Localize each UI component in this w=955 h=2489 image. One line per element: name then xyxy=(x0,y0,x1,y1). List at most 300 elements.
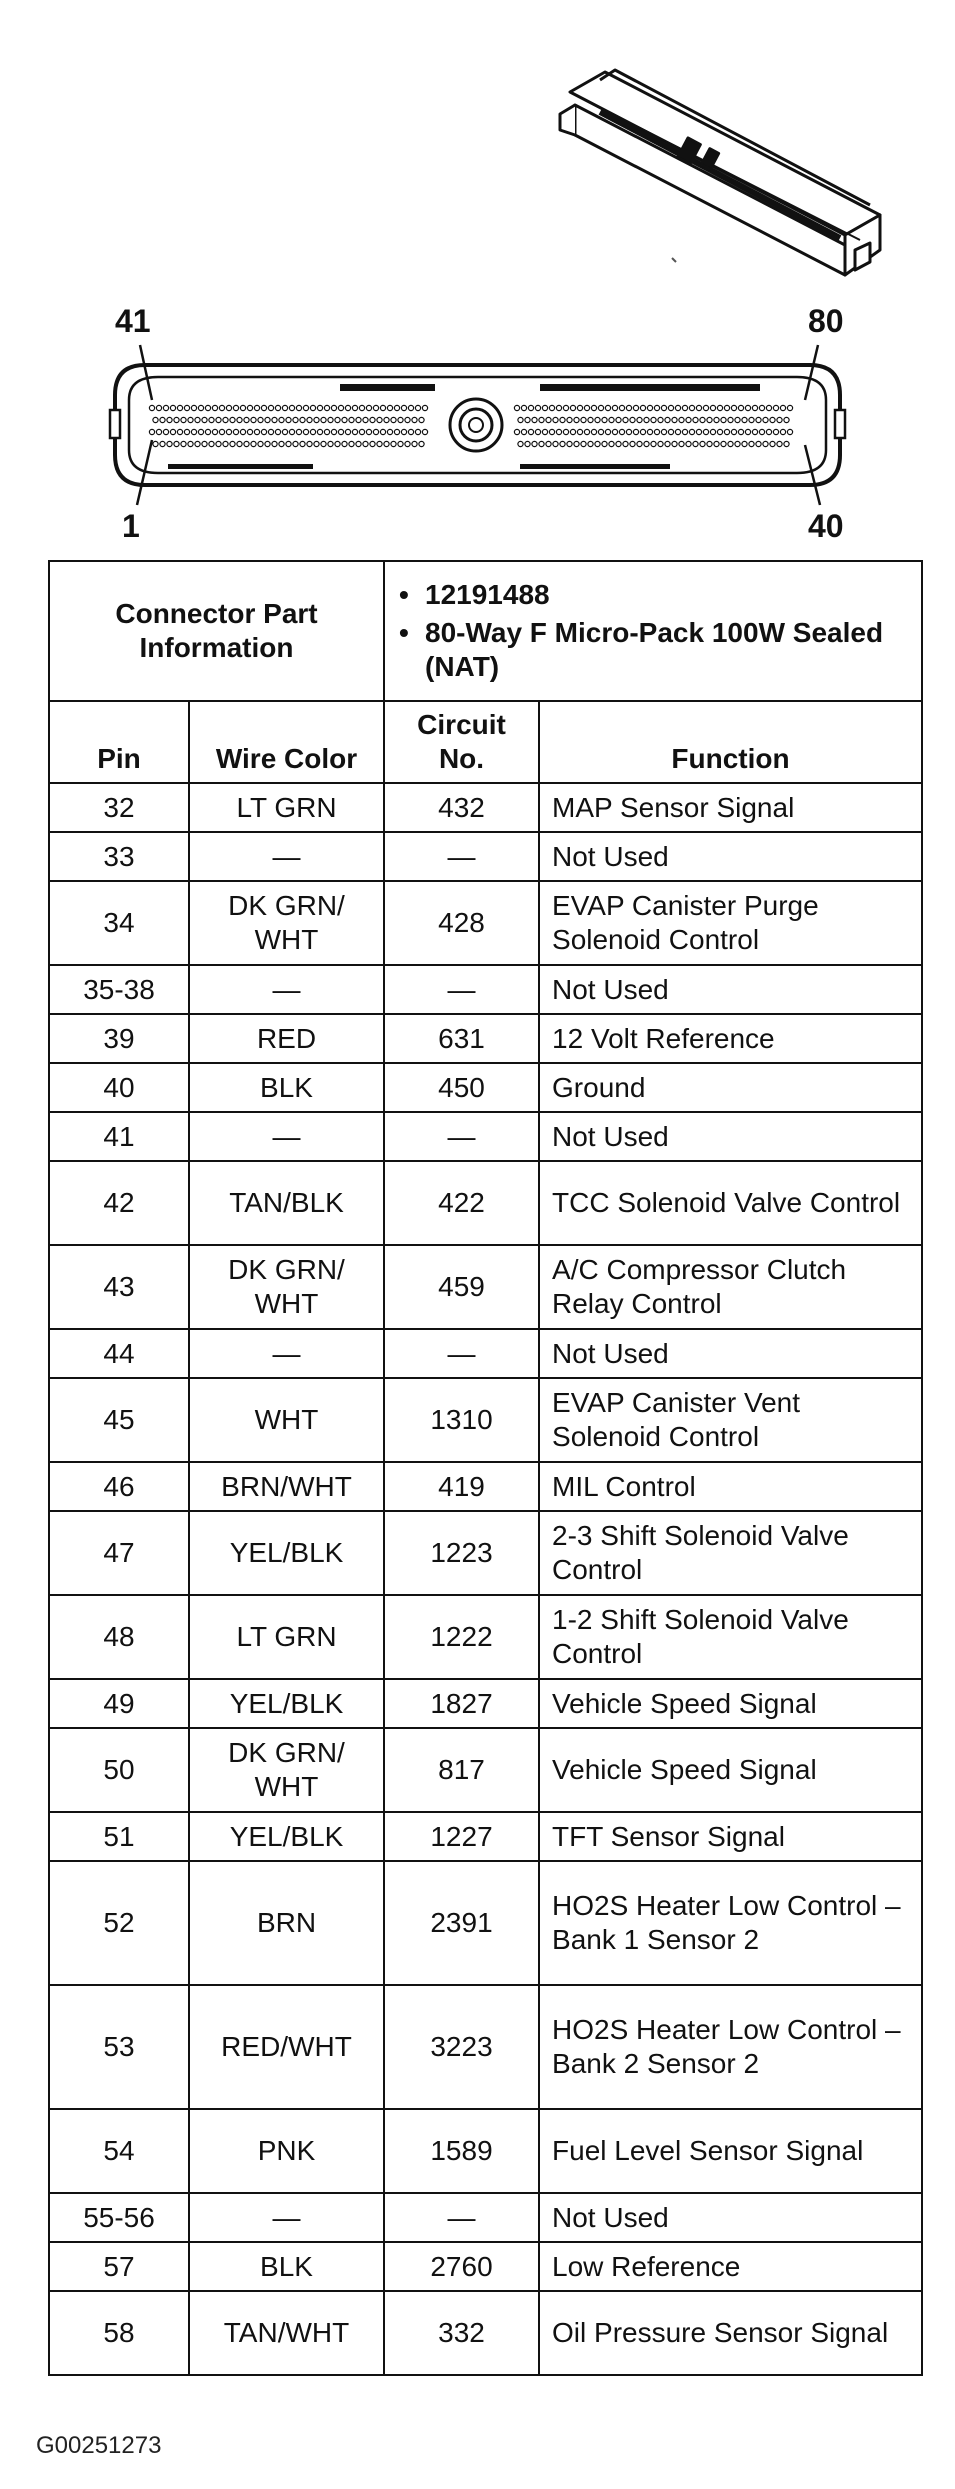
pin-cavity xyxy=(672,441,677,446)
pin-cavity xyxy=(205,405,210,410)
pin-cavity xyxy=(398,441,403,446)
pin-cavity xyxy=(749,441,754,446)
pin-cavity xyxy=(244,441,249,446)
pin-cavity xyxy=(167,417,172,422)
pin-cavity xyxy=(721,441,726,446)
circuit-cell: 631 xyxy=(384,1014,539,1063)
wire-color-cell: — xyxy=(189,1329,384,1378)
pin-cavity xyxy=(735,441,740,446)
pin-cavity xyxy=(563,429,568,434)
pin-cavity xyxy=(195,441,200,446)
pin-cavity xyxy=(784,441,789,446)
pin-cavity xyxy=(338,429,343,434)
pin-cavity xyxy=(356,417,361,422)
pin-cavity xyxy=(752,405,757,410)
function-cell: EVAP Canister Vent Solenoid Control xyxy=(539,1378,922,1462)
pin-cavity xyxy=(749,417,754,422)
pin-cavity xyxy=(394,429,399,434)
function-cell: A/C Compressor Clutch Relay Control xyxy=(539,1245,922,1329)
pin-cavity xyxy=(198,429,203,434)
pin-cavity xyxy=(595,417,600,422)
pin-cavity xyxy=(219,429,224,434)
pin-cavity xyxy=(296,405,301,410)
pin-cavity xyxy=(412,441,417,446)
pin-cavity xyxy=(317,429,322,434)
circuit-cell: — xyxy=(384,2193,539,2242)
pin-cavity xyxy=(560,441,565,446)
pin-cavity xyxy=(696,429,701,434)
pin-cavity xyxy=(275,405,280,410)
pin-cavity xyxy=(560,417,565,422)
table-row xyxy=(49,1161,922,1245)
circuit-cell: 1227 xyxy=(384,1812,539,1861)
pin-cavity xyxy=(647,405,652,410)
pin-cavity xyxy=(408,405,413,410)
part-info-list xyxy=(384,561,922,701)
table-row xyxy=(49,2109,922,2193)
pin-label-1: 1 xyxy=(122,508,140,544)
pin-cavity xyxy=(202,417,207,422)
pin-cell: 52 xyxy=(49,1861,189,1985)
pin-cavity xyxy=(282,429,287,434)
pin-cavity xyxy=(293,441,298,446)
pin-cavity xyxy=(759,429,764,434)
pin-cavity xyxy=(644,417,649,422)
table-row xyxy=(49,1679,922,1728)
pin-cavity xyxy=(738,429,743,434)
table-row xyxy=(49,1728,922,1812)
table-row xyxy=(49,1511,922,1595)
pin-cavity xyxy=(602,417,607,422)
pin-cavity xyxy=(331,429,336,434)
pin-cavity xyxy=(387,405,392,410)
pin-cavity xyxy=(181,441,186,446)
table-row xyxy=(49,881,922,965)
pin-cavity xyxy=(359,405,364,410)
pin-cavity xyxy=(321,417,326,422)
pin-cavity xyxy=(742,417,747,422)
table-row xyxy=(49,1595,922,1679)
pin-cavity xyxy=(370,417,375,422)
pin-cavity xyxy=(272,441,277,446)
pin-cavity xyxy=(352,405,357,410)
function-cell: HO2S Heater Low Control – Bank 2 Sensor 2 xyxy=(539,1985,922,2109)
pin-cavity xyxy=(342,417,347,422)
pin-cavity xyxy=(149,405,154,410)
pin-cavity xyxy=(366,429,371,434)
pin-cavity xyxy=(373,429,378,434)
pin-cavity xyxy=(240,405,245,410)
pin-cavity xyxy=(317,405,322,410)
pin-cavity xyxy=(356,441,361,446)
pin-cavity xyxy=(419,417,424,422)
pin-cavity xyxy=(237,441,242,446)
pin-cavity xyxy=(588,441,593,446)
pin-cavity xyxy=(714,417,719,422)
pin-cavity xyxy=(612,405,617,410)
circuit-cell: — xyxy=(384,1112,539,1161)
pin-cavity xyxy=(237,417,242,422)
pin-cavity xyxy=(777,441,782,446)
wire-color-cell: RED/WHT xyxy=(189,1985,384,2109)
pin-cavity xyxy=(651,441,656,446)
pin-cavity xyxy=(721,417,726,422)
pin-cavity xyxy=(160,441,165,446)
pin-cavity xyxy=(163,405,168,410)
pin-cavity xyxy=(707,441,712,446)
circuit-cell: 422 xyxy=(384,1161,539,1245)
pin-cavity xyxy=(539,441,544,446)
pin-cavity xyxy=(268,405,273,410)
function-cell: TCC Solenoid Valve Control xyxy=(539,1161,922,1245)
pin-cavity xyxy=(710,429,715,434)
table-row xyxy=(49,1112,922,1161)
circuit-cell: 3223 xyxy=(384,1985,539,2109)
pin-cavity xyxy=(181,417,186,422)
pin-cavity xyxy=(658,417,663,422)
circuit-cell: 419 xyxy=(384,1462,539,1511)
pin-cavity xyxy=(675,405,680,410)
circuit-cell: 1827 xyxy=(384,1679,539,1728)
pin-cavity xyxy=(226,405,231,410)
pin-cavity xyxy=(528,429,533,434)
pin-cavity xyxy=(188,417,193,422)
table-row xyxy=(49,1014,922,1063)
pin-cavity xyxy=(661,405,666,410)
pin-cavity xyxy=(581,441,586,446)
pin-cavity xyxy=(616,441,621,446)
pin-cavity xyxy=(226,429,231,434)
wire-color-cell: TAN/WHT xyxy=(189,2291,384,2375)
pin-cavity xyxy=(188,441,193,446)
function-cell: EVAP Canister Purge Solenoid Control xyxy=(539,881,922,965)
pin-cavity xyxy=(335,417,340,422)
pin-cavity xyxy=(528,405,533,410)
table-row xyxy=(49,2193,922,2242)
circuit-cell: 2760 xyxy=(384,2242,539,2291)
pin-cavity xyxy=(328,417,333,422)
col-header-pin: Pin xyxy=(49,701,189,783)
wire-color-cell: — xyxy=(189,2193,384,2242)
pin-cavity xyxy=(584,429,589,434)
pin-cavity xyxy=(609,417,614,422)
pin-cavity xyxy=(773,429,778,434)
pin-cavity xyxy=(581,417,586,422)
pin-cavity xyxy=(401,429,406,434)
pin-cavity xyxy=(623,441,628,446)
pin-cavity xyxy=(265,417,270,422)
pin-cavity xyxy=(205,429,210,434)
pin-cavity xyxy=(591,429,596,434)
pin-cavity xyxy=(577,429,582,434)
function-cell: 2-3 Shift Solenoid Valve Control xyxy=(539,1511,922,1595)
pin-cell: 40 xyxy=(49,1063,189,1112)
pin-cell: 51 xyxy=(49,1812,189,1861)
part-info-item: • 80-Way F Micro-Pack 100W Sealed (NAT) xyxy=(399,617,884,682)
pin-cavity xyxy=(623,417,628,422)
pin-cavity xyxy=(549,429,554,434)
table-row xyxy=(49,1462,922,1511)
wire-color-cell: TAN/BLK xyxy=(189,1161,384,1245)
pin-cavity xyxy=(640,429,645,434)
pin-cavity xyxy=(766,405,771,410)
pin-cavity xyxy=(556,429,561,434)
pin-cell: 44 xyxy=(49,1329,189,1378)
pin-cavity xyxy=(387,429,392,434)
pin-cavity xyxy=(574,441,579,446)
pin-cavity xyxy=(770,441,775,446)
wire-color-cell: YEL/BLK xyxy=(189,1812,384,1861)
pin-cavity xyxy=(174,417,179,422)
pin-cavity xyxy=(784,417,789,422)
pin-cell: 54 xyxy=(49,2109,189,2193)
pin-cavity xyxy=(651,417,656,422)
pin-cavity xyxy=(230,441,235,446)
pin-cavity xyxy=(570,429,575,434)
function-cell: Ground xyxy=(539,1063,922,1112)
pin-cell: 58 xyxy=(49,2291,189,2375)
pin-cavity xyxy=(160,417,165,422)
pin-cavity xyxy=(163,429,168,434)
pin-cavity xyxy=(553,441,558,446)
part-info-item: • 12191488 xyxy=(399,579,550,610)
pin-cell: 47 xyxy=(49,1511,189,1595)
pin-cavity xyxy=(303,405,308,410)
pin-cavity xyxy=(310,405,315,410)
source-id: G00251273 xyxy=(36,2432,162,2459)
pin-cavity xyxy=(314,417,319,422)
pin-cavity xyxy=(745,405,750,410)
function-cell: Oil Pressure Sensor Signal xyxy=(539,2291,922,2375)
pin-cavity xyxy=(532,417,537,422)
function-cell: HO2S Heater Low Control – Bank 1 Sensor 2 xyxy=(539,1861,922,1985)
pin-cavity xyxy=(268,429,273,434)
pin-cavity xyxy=(759,405,764,410)
table-row xyxy=(49,1245,922,1329)
pin-cavity xyxy=(275,429,280,434)
pin-cavity xyxy=(177,405,182,410)
pin-cavity xyxy=(686,441,691,446)
pin-cavity xyxy=(689,405,694,410)
circuit-cell: — xyxy=(384,965,539,1014)
pin-cavity xyxy=(198,405,203,410)
function-cell: Low Reference xyxy=(539,2242,922,2291)
pin-cavity xyxy=(630,417,635,422)
pin-cavity xyxy=(247,405,252,410)
col-header-function: Function xyxy=(539,701,922,783)
pin-cavity xyxy=(535,429,540,434)
pin-label-40: 40 xyxy=(808,508,844,544)
pin-cavity xyxy=(398,417,403,422)
pin-cavity xyxy=(731,429,736,434)
pin-cavity xyxy=(574,417,579,422)
pin-cavity xyxy=(542,429,547,434)
pin-cavity xyxy=(153,417,158,422)
function-cell: Not Used xyxy=(539,1112,922,1161)
pin-cavity xyxy=(717,429,722,434)
pin-cavity xyxy=(658,441,663,446)
pin-cavity xyxy=(626,429,631,434)
pin-cavity xyxy=(724,429,729,434)
circuit-cell: 1589 xyxy=(384,2109,539,2193)
pin-cavity xyxy=(787,429,792,434)
pin-cell: 48 xyxy=(49,1595,189,1679)
pin-cavity xyxy=(174,441,179,446)
pin-cavity xyxy=(602,441,607,446)
pin-cavity xyxy=(605,429,610,434)
function-cell: Not Used xyxy=(539,2193,922,2242)
circuit-cell: 432 xyxy=(384,783,539,832)
pin-label-41: 41 xyxy=(115,303,151,339)
pin-cavity xyxy=(223,441,228,446)
pin-cavity xyxy=(521,405,526,410)
pin-cavity xyxy=(675,429,680,434)
wire-color-cell: YEL/BLK xyxy=(189,1511,384,1595)
function-cell: 1-2 Shift Solenoid Valve Control xyxy=(539,1595,922,1679)
table-row xyxy=(49,2242,922,2291)
table-row xyxy=(49,965,922,1014)
pin-cavity xyxy=(412,417,417,422)
pin-cavity xyxy=(377,441,382,446)
pin-cavity xyxy=(612,429,617,434)
pin-cavity xyxy=(370,441,375,446)
pin-cavity xyxy=(233,429,238,434)
pin-cavity xyxy=(766,429,771,434)
pin-cavity xyxy=(303,429,308,434)
pin-cavity xyxy=(422,429,427,434)
pin-cavity xyxy=(703,429,708,434)
pin-cavity xyxy=(780,429,785,434)
function-cell: MAP Sensor Signal xyxy=(539,783,922,832)
pin-cavity xyxy=(521,429,526,434)
wire-color-cell: — xyxy=(189,1112,384,1161)
pin-cavity xyxy=(756,441,761,446)
pin-cavity xyxy=(191,429,196,434)
pin-cavity xyxy=(321,441,326,446)
function-cell: TFT Sensor Signal xyxy=(539,1812,922,1861)
pin-cavity xyxy=(335,441,340,446)
pin-cavity xyxy=(247,429,252,434)
pin-cavity xyxy=(668,405,673,410)
pin-cavity xyxy=(244,417,249,422)
pin-cavity xyxy=(598,405,603,410)
pin-cavity xyxy=(518,417,523,422)
function-cell: Fuel Level Sensor Signal xyxy=(539,2109,922,2193)
pin-cavity xyxy=(707,417,712,422)
pin-cavity xyxy=(289,429,294,434)
table-row xyxy=(49,1812,922,1861)
pin-cavity xyxy=(328,441,333,446)
pin-cell: 55-56 xyxy=(49,2193,189,2242)
pin-cavity xyxy=(532,441,537,446)
pin-cavity xyxy=(609,441,614,446)
pin-cavity xyxy=(549,405,554,410)
pin-cavity xyxy=(605,405,610,410)
pin-cavity xyxy=(349,417,354,422)
pin-cavity xyxy=(324,405,329,410)
pin-cavity xyxy=(780,405,785,410)
pin-cavity xyxy=(567,441,572,446)
pin-cavity xyxy=(731,405,736,410)
pin-cavity xyxy=(415,405,420,410)
circuit-cell: 817 xyxy=(384,1728,539,1812)
pin-cavity xyxy=(293,417,298,422)
part-info-heading: Connector Part Information xyxy=(49,561,384,701)
wire-color-cell: BLK xyxy=(189,1063,384,1112)
pin-cavity xyxy=(763,441,768,446)
pin-cavity xyxy=(156,405,161,410)
wire-color-cell: DK GRN/ WHT xyxy=(189,881,384,965)
pin-cavity xyxy=(363,417,368,422)
connector-illustration xyxy=(0,0,955,560)
pin-cavity xyxy=(352,429,357,434)
pin-cavity xyxy=(167,441,172,446)
pin-cavity xyxy=(728,441,733,446)
pin-cavity xyxy=(763,417,768,422)
connector-3d-view xyxy=(560,70,880,275)
col-header-circuit: Circuit No. xyxy=(384,701,539,783)
pin-cavity xyxy=(728,417,733,422)
col-header-wire-color: Wire Color xyxy=(189,701,384,783)
circuit-cell: 428 xyxy=(384,881,539,965)
pin-cavity xyxy=(307,441,312,446)
wire-color-cell: YEL/BLK xyxy=(189,1679,384,1728)
pin-cavity xyxy=(338,405,343,410)
pin-cavity xyxy=(535,405,540,410)
pin-cavity xyxy=(738,405,743,410)
pin-cavity xyxy=(577,405,582,410)
pin-cavity xyxy=(265,441,270,446)
pin-cavity xyxy=(668,429,673,434)
pin-cavity xyxy=(665,417,670,422)
pin-cavity xyxy=(556,405,561,410)
table-row xyxy=(49,2291,922,2375)
pin-cavity xyxy=(366,405,371,410)
pin-cavity xyxy=(216,417,221,422)
pin-cavity xyxy=(149,429,154,434)
pin-cavity xyxy=(394,405,399,410)
function-cell: Not Used xyxy=(539,832,922,881)
pin-cell: 42 xyxy=(49,1161,189,1245)
wire-color-cell: LT GRN xyxy=(189,1595,384,1679)
pin-cavity xyxy=(401,405,406,410)
pin-cavity xyxy=(717,405,722,410)
pin-cavity xyxy=(679,417,684,422)
pin-cavity xyxy=(156,429,161,434)
pin-cavity xyxy=(752,429,757,434)
pin-cavity xyxy=(546,417,551,422)
pin-cavity xyxy=(384,441,389,446)
pin-cavity xyxy=(380,405,385,410)
pin-cavity xyxy=(202,441,207,446)
pin-cavity xyxy=(405,417,410,422)
pin-cavity xyxy=(654,429,659,434)
pin-cavity xyxy=(640,405,645,410)
pin-cavity xyxy=(672,417,677,422)
pin-cavity xyxy=(286,441,291,446)
pin-cavity xyxy=(223,417,228,422)
pin-cavity xyxy=(209,441,214,446)
pinout-table xyxy=(48,560,923,2376)
pin-cell: 50 xyxy=(49,1728,189,1812)
pin-cavity xyxy=(251,441,256,446)
pin-cavity xyxy=(637,417,642,422)
circuit-cell: — xyxy=(384,1329,539,1378)
pin-cavity xyxy=(654,405,659,410)
wire-color-cell: BRN/WHT xyxy=(189,1462,384,1511)
pin-cavity xyxy=(598,429,603,434)
pin-label-80: 80 xyxy=(808,303,844,339)
